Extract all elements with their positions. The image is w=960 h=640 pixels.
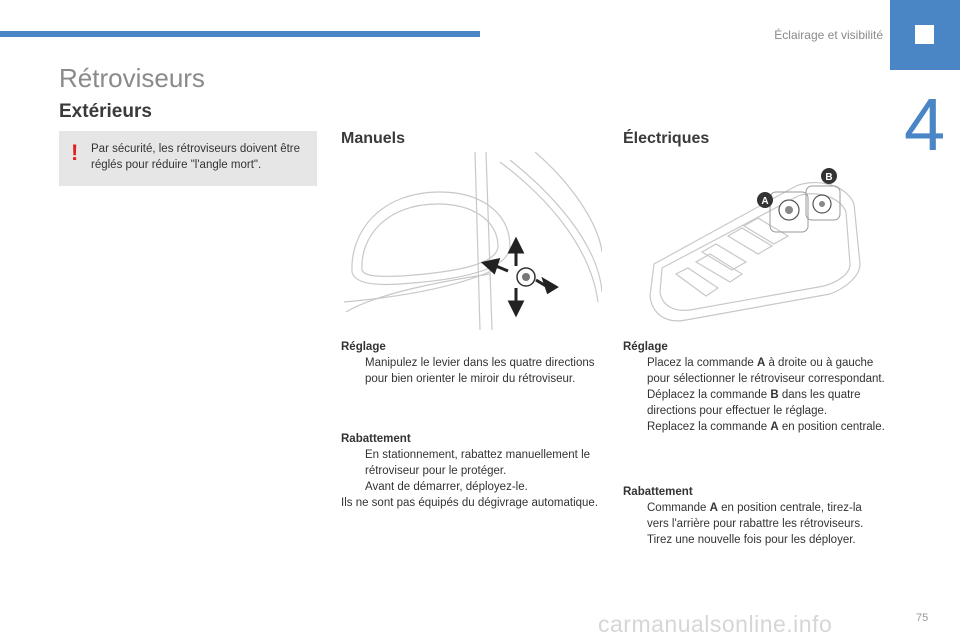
manual-adjust-block (341, 339, 599, 387)
page-title: Rétroviseurs (59, 63, 205, 93)
safety-warning-box (59, 131, 317, 186)
electric-adjust-heading: Réglage (623, 341, 668, 353)
chapter-tab (890, 0, 960, 70)
command-label: A (770, 421, 779, 433)
list-item (623, 387, 885, 419)
electric-control-illustration (646, 164, 864, 326)
list-item (623, 532, 885, 548)
list-item (341, 355, 599, 387)
list-item-text: à droite ou à gauche pour sélectionner le rétroviseur correspondant. (647, 357, 885, 385)
warning-icon: ! (71, 140, 79, 165)
section-label: Éclairage et visibilité (774, 28, 883, 42)
manual-fold-block (341, 431, 599, 511)
electric-fold-block (623, 484, 885, 548)
chapter-tab-square (915, 25, 934, 44)
list-item-text: Déplacez la commande (647, 389, 771, 401)
list-item (623, 355, 885, 387)
command-label: A (709, 502, 718, 514)
manual-mirrors-title: Manuels (341, 130, 406, 147)
mirror-adjust-lever (517, 268, 535, 286)
warning-text: Par sécurité, les rétroviseurs doivent être réglés pour réduire "l'angle mort". (91, 143, 301, 171)
list-item-text: Avant de démarrer, déployez-le. (365, 481, 528, 493)
list-item (341, 447, 599, 479)
list-item (341, 479, 599, 495)
manual-mirror-illustration (340, 152, 602, 330)
label-b-text: B (825, 172, 833, 183)
page-subtitle: Extérieurs (59, 101, 152, 122)
manual-adjust-heading: Réglage (341, 341, 386, 353)
electric-adjust-block (623, 339, 885, 435)
list-item-text: Manipulez le levier dans les quatre directions pour bien orienter le miroir du rétroviseur. (365, 357, 595, 385)
command-label: B (770, 389, 779, 401)
page-number: 75 (916, 612, 929, 624)
label-a-badge (757, 192, 773, 208)
control-a-knob (779, 200, 799, 220)
electric-fold-heading: Rabattement (623, 486, 693, 498)
list-item-text: En stationnement, rabattez manuellement le rétroviseur pour le protéger. (365, 449, 591, 477)
list-item (623, 500, 885, 532)
list-item-text: dans les quatre directions pour effectuer le réglage. (647, 389, 861, 417)
list-item-text: Placez la commande (647, 357, 757, 369)
list-item-text: Commande (647, 502, 710, 514)
list-item-text: en position centrale, tirez-la vers l'arrière pour rabattre les rétroviseurs. (647, 502, 864, 530)
list-item-text: en position centrale. (778, 421, 885, 433)
command-label: A (756, 357, 766, 369)
control-b-knob (813, 195, 831, 213)
manual-note: Ils ne sont pas équipés du dégivrage automatique. (341, 497, 599, 509)
list-item-text: Replacez la commande (647, 421, 771, 433)
manual-fold-heading: Rabattement (341, 433, 411, 445)
label-a-text: A (761, 196, 769, 207)
electric-mirrors-title: Électriques (623, 130, 710, 147)
list-item (623, 419, 885, 435)
chapter-number: 4 (904, 83, 946, 166)
watermark: carmanualsonline.info (598, 611, 833, 637)
list-item-text: Tirez une nouvelle fois pour les déployer. (647, 534, 856, 546)
header-accent-bar (0, 31, 480, 37)
label-b-badge (821, 168, 837, 184)
